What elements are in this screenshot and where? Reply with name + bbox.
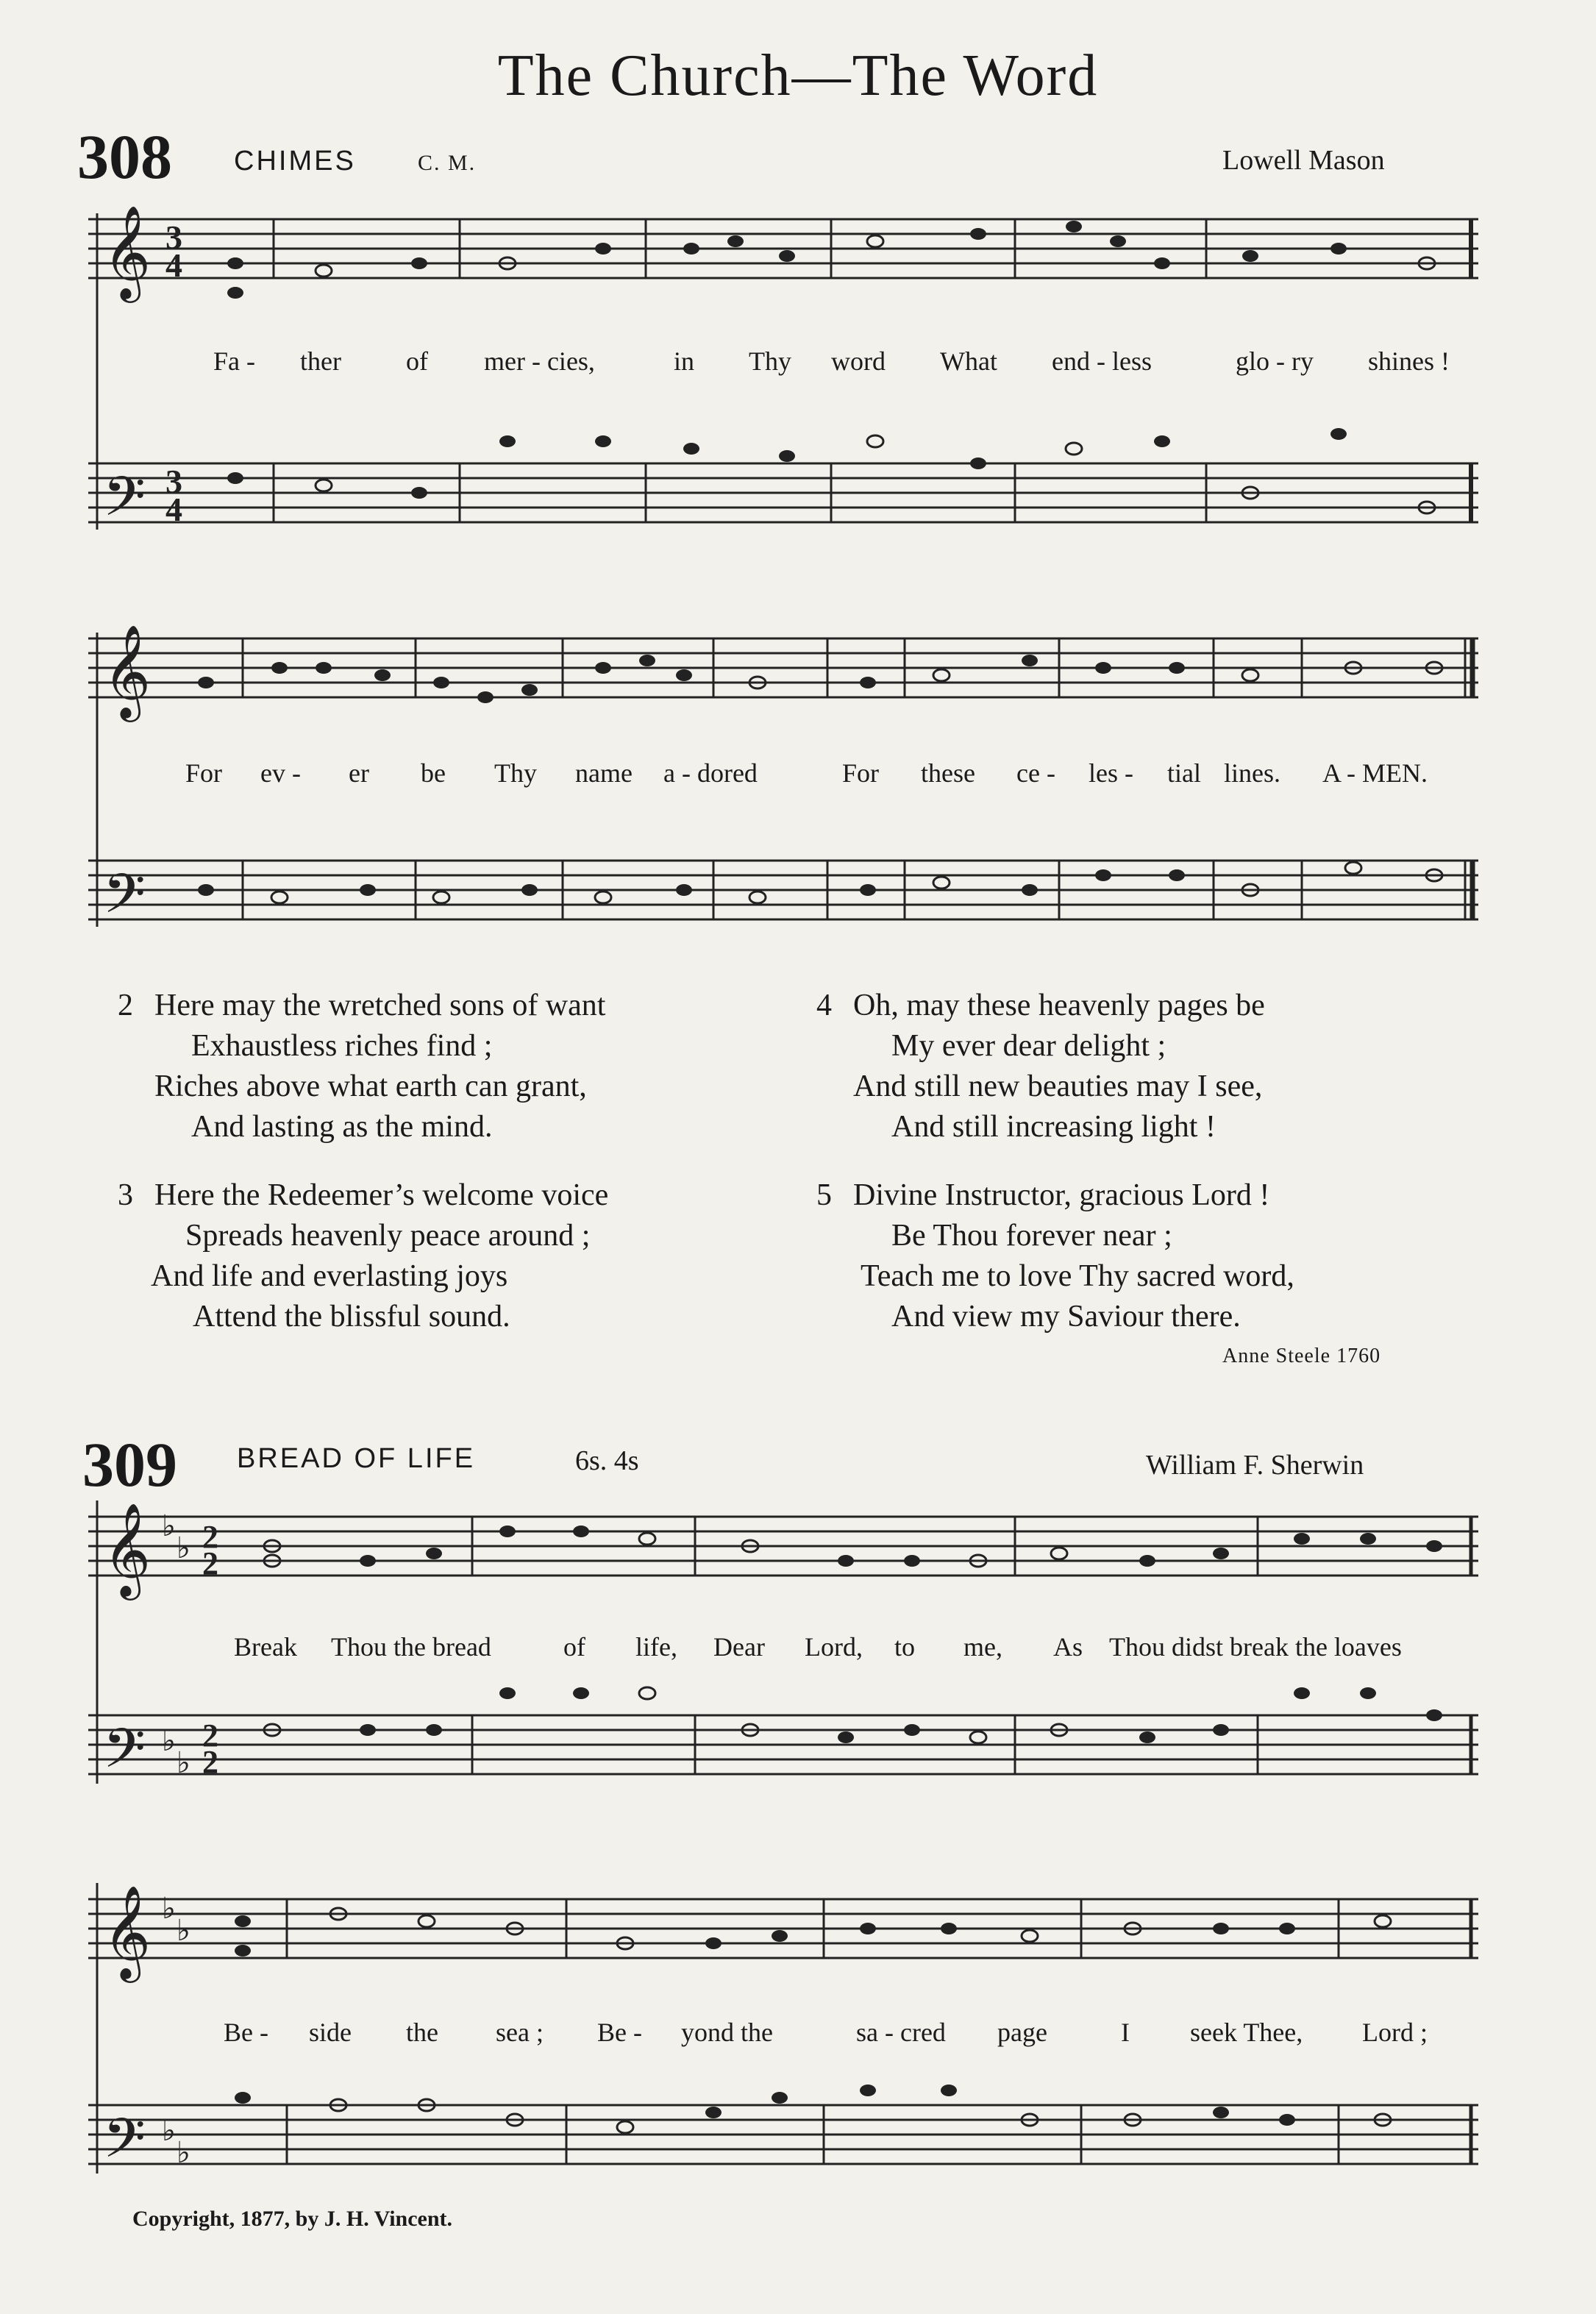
lyric: me, bbox=[963, 1632, 1002, 1662]
verse-line: Oh, may these heavenly pages be bbox=[853, 989, 1265, 1022]
svg-text:𝄢: 𝄢 bbox=[103, 465, 146, 542]
lyric: Lord ; bbox=[1362, 2018, 1428, 2047]
lyric: shines ! bbox=[1368, 346, 1450, 376]
verse-line: And life and everlasting joys bbox=[151, 1259, 508, 1293]
copyright-notice: Copyright, 1877, by J. H. Vincent. bbox=[132, 2207, 453, 2231]
lyric: seek Thee, bbox=[1190, 2018, 1303, 2047]
time-sig-top: 2 bbox=[202, 1519, 218, 1555]
verse-line: And lasting as the mind. bbox=[191, 1110, 493, 1144]
lyric: mer - cies, bbox=[484, 346, 595, 376]
hymn-309-number: 309 bbox=[82, 1429, 177, 1500]
lyric: word bbox=[831, 346, 886, 376]
hymn-308-number: 308 bbox=[77, 121, 172, 192]
lyric: Be - bbox=[224, 2018, 268, 2047]
lyric: I bbox=[1121, 2018, 1130, 2047]
verse-line: Exhaustless riches find ; bbox=[191, 1029, 493, 1063]
svg-text:♭: ♭ bbox=[162, 1509, 176, 1542]
verse-line: And still new beauties may I see, bbox=[853, 1069, 1263, 1103]
svg-text:♭: ♭ bbox=[162, 1724, 176, 1757]
verse-line: Here may the wretched sons of want bbox=[154, 989, 606, 1022]
verse-number: 5 bbox=[816, 1178, 832, 1212]
lyric: les - bbox=[1089, 758, 1133, 788]
verse-3 bbox=[118, 1175, 608, 1337]
lyric: page bbox=[997, 2018, 1047, 2047]
lyric: sa - cred bbox=[856, 2018, 946, 2047]
hymn-308-line-1-lyrics bbox=[213, 346, 1464, 382]
verse-line: Attend the blissful sound. bbox=[193, 1300, 510, 1334]
svg-text:♭: ♭ bbox=[177, 2136, 190, 2169]
lyric: of bbox=[406, 346, 428, 376]
hymn-308-line-2-lyrics bbox=[185, 758, 1472, 794]
verse-4 bbox=[816, 986, 1265, 1147]
lyric: these bbox=[921, 758, 975, 788]
lyric: A - MEN. bbox=[1322, 758, 1428, 788]
hymn-308-author: Anne Steele 1760 bbox=[1222, 1345, 1381, 1367]
verse-line: Spreads heavenly peace around ; bbox=[185, 1219, 591, 1253]
verse-line: Riches above what earth can grant, bbox=[154, 1069, 587, 1103]
verse-line: Divine Instructor, gracious Lord ! bbox=[853, 1178, 1270, 1212]
lyric: What bbox=[940, 346, 997, 376]
lyric: lines. bbox=[1224, 758, 1280, 788]
time-sig-bottom: 2 bbox=[202, 1545, 218, 1581]
svg-text:♭: ♭ bbox=[162, 1892, 176, 1925]
hymn-308-composer: Lowell Mason bbox=[1222, 145, 1385, 176]
lyric: Be - bbox=[597, 2018, 642, 2047]
lyric: side bbox=[309, 2018, 352, 2047]
svg-text:𝄞: 𝄞 bbox=[103, 624, 152, 718]
page-title: The Church—The Word bbox=[497, 43, 1099, 108]
hymn-309-line-2-lyrics bbox=[224, 2017, 1474, 2054]
verse-line: My ever dear delight ; bbox=[891, 1029, 1166, 1063]
lyric: sea ; bbox=[496, 2018, 544, 2047]
lyric: name bbox=[575, 758, 633, 788]
verse-2 bbox=[118, 986, 605, 1147]
hymn-308-tune-name: CHIMES bbox=[234, 146, 356, 177]
verse-number: 2 bbox=[118, 989, 133, 1022]
hymn-309-tune-name: BREAD OF LIFE bbox=[237, 1443, 476, 1474]
lyric: Break bbox=[234, 1632, 297, 1662]
lyric: Thou the bread bbox=[331, 1632, 491, 1662]
lyric: tial bbox=[1167, 758, 1201, 788]
svg-text:3: 3 bbox=[165, 463, 182, 500]
svg-text:♭: ♭ bbox=[162, 2114, 176, 2147]
verse-5 bbox=[816, 1175, 1294, 1337]
lyric: ce - bbox=[1016, 758, 1055, 788]
verse-line: Teach me to love Thy sacred word, bbox=[861, 1259, 1294, 1293]
hymn-308-meter: C. M. bbox=[418, 151, 477, 175]
svg-text:𝄞: 𝄞 bbox=[103, 1502, 152, 1596]
lyric: Dear bbox=[713, 1632, 765, 1662]
svg-text:2: 2 bbox=[202, 1744, 218, 1780]
lyric: For bbox=[842, 758, 880, 788]
hymn-309-meter: 6s. 4s bbox=[575, 1445, 639, 1476]
lyric: to bbox=[894, 1632, 916, 1662]
lyric: of bbox=[563, 1632, 585, 1662]
time-sig-bottom: 4 bbox=[165, 246, 182, 284]
hymn-309-line-1-lyrics bbox=[234, 1631, 1484, 1668]
lyric: Thy bbox=[749, 346, 791, 376]
lyric: life, bbox=[635, 1632, 677, 1662]
lyric: ther bbox=[300, 346, 341, 376]
svg-text:♭: ♭ bbox=[177, 1914, 190, 1947]
lyric: glo - ry bbox=[1236, 346, 1314, 376]
lyric: in bbox=[674, 346, 695, 376]
svg-text:♭: ♭ bbox=[177, 1746, 190, 1779]
lyric: ev - bbox=[260, 758, 301, 788]
lyric: Fa - bbox=[213, 346, 255, 376]
svg-text:𝄞: 𝄞 bbox=[103, 204, 152, 299]
lyric: the bbox=[406, 2018, 438, 2047]
verse-number: 3 bbox=[118, 1178, 133, 1212]
verse-line: And view my Saviour there. bbox=[891, 1300, 1241, 1334]
time-sig-top: 3 bbox=[165, 218, 182, 256]
lyric: be bbox=[421, 758, 446, 788]
lyric: end - less bbox=[1052, 346, 1152, 376]
svg-text:♭: ♭ bbox=[177, 1531, 190, 1564]
svg-text:2: 2 bbox=[202, 1717, 218, 1754]
svg-text:𝄢: 𝄢 bbox=[103, 2107, 146, 2184]
svg-text:𝄞: 𝄞 bbox=[103, 1884, 152, 1979]
lyric: Lord, bbox=[805, 1632, 863, 1662]
lyric: Thy bbox=[494, 758, 537, 788]
svg-text:𝄢: 𝄢 bbox=[103, 1717, 146, 1794]
lyric: As bbox=[1053, 1632, 1083, 1662]
svg-text:𝄢: 𝄢 bbox=[103, 862, 146, 939]
verse-line: And still increasing light ! bbox=[891, 1110, 1216, 1144]
lyric: a - dored bbox=[663, 758, 758, 788]
lyric: For bbox=[185, 758, 223, 788]
verse-number: 4 bbox=[816, 989, 832, 1022]
lyric: Thou didst break the loaves bbox=[1109, 1632, 1402, 1662]
verse-line: Here the Redeemer’s welcome voice bbox=[154, 1178, 609, 1212]
verse-line: Be Thou forever near ; bbox=[891, 1219, 1172, 1253]
hymn-309-composer: William F. Sherwin bbox=[1146, 1450, 1364, 1481]
lyric: er bbox=[349, 758, 369, 788]
lyric: yond the bbox=[681, 2018, 773, 2047]
svg-text:4: 4 bbox=[165, 491, 182, 528]
